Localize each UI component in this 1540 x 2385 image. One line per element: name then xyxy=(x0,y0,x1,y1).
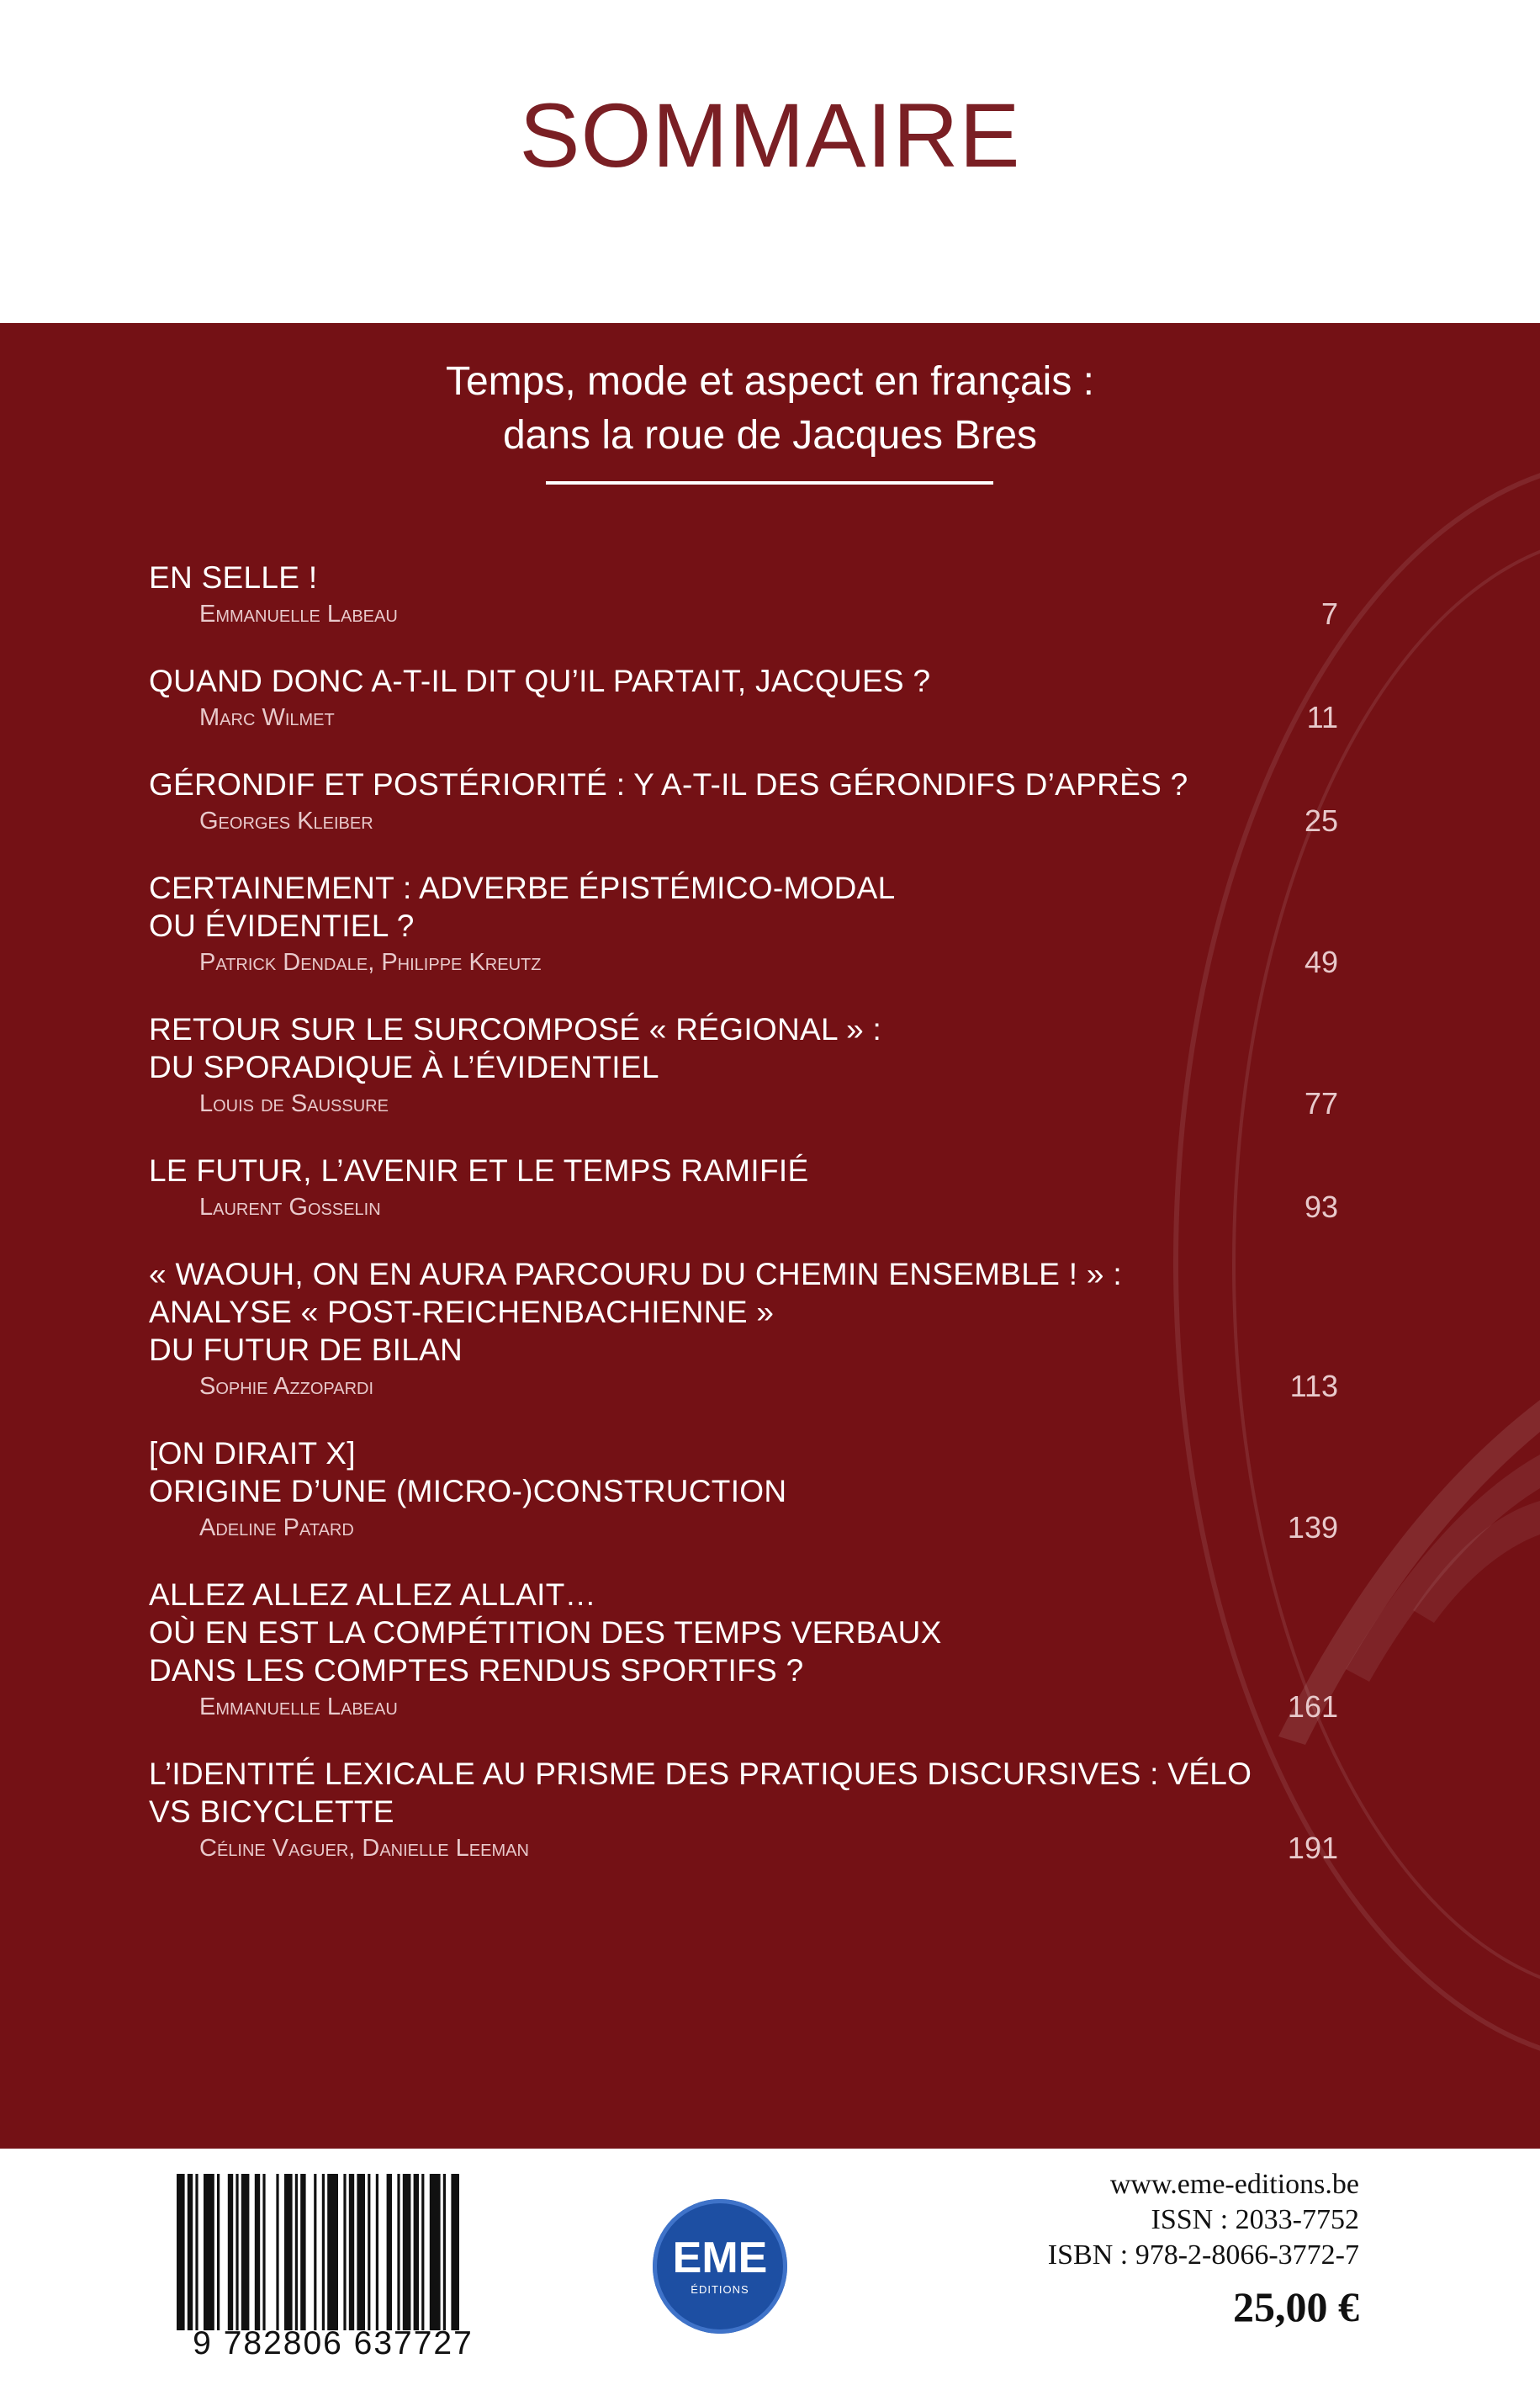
publisher-website[interactable]: www.eme-editions.be xyxy=(1109,2169,1359,2200)
toc-entry-title-line: RETOUR SUR LE SURCOMPOSÉ « RÉGIONAL » : xyxy=(149,1012,882,1047)
toc-entry-title-line: DANS LES COMPTES RENDUS SPORTIFS ? xyxy=(149,1653,804,1688)
toc-entry-page: 49 xyxy=(1304,945,1338,979)
toc-entry-title-line: VS BICYCLETTE xyxy=(149,1794,394,1829)
barcode-bar xyxy=(195,2174,198,2330)
toc-entry xyxy=(149,869,1338,978)
barcode-bar xyxy=(357,2174,365,2330)
issue-title-line-2: dans la roue de Jacques Bres xyxy=(502,413,1038,458)
toc-entry-title-line: LE FUTUR, L’AVENIR ET LE TEMPS RAMIFIÉ xyxy=(149,1153,809,1188)
publisher-logo xyxy=(653,2199,787,2334)
toc-entry-author: Laurent Gosselin xyxy=(199,1194,381,1221)
toc-entry-title-line: [ON DIRAIT X] xyxy=(149,1436,356,1471)
barcode-bar xyxy=(451,2174,459,2330)
table-of-contents xyxy=(149,559,1338,1896)
barcode-bar xyxy=(327,2174,338,2330)
price: 25,00 € xyxy=(1233,2283,1359,2330)
barcode-bar xyxy=(314,2174,316,2330)
toc-entry xyxy=(149,1255,1338,1402)
toc-entry-title xyxy=(149,1755,1338,1831)
toc-entry-title xyxy=(149,1255,1338,1369)
toc-entry-title-line: CERTAINEMENT : ADVERBE ÉPISTÉMICO-MODAL xyxy=(149,871,896,905)
barcode-bar xyxy=(300,2174,305,2330)
barcode-bar xyxy=(276,2174,278,2330)
toc-entry-title-line: QUAND DONC A-T-IL DIT QU’IL PARTAIT, JACQUES ? xyxy=(149,664,931,698)
toc-entry-page: 139 xyxy=(1287,1510,1338,1545)
contents-panel xyxy=(0,323,1540,2149)
barcode-bar xyxy=(403,2174,411,2330)
toc-entry-title xyxy=(149,1152,1338,1190)
barcode-bar xyxy=(284,2174,293,2330)
title-divider xyxy=(546,481,993,485)
barcode-bar xyxy=(255,2174,260,2330)
toc-entry-title-line: « WAOUH, ON EN AURA PARCOURU DU CHEMIN ENSEMBLE ! » : xyxy=(149,1257,1122,1291)
toc-entry xyxy=(149,662,1338,734)
barcode-digits: 9 782806 637727 xyxy=(193,2325,474,2361)
toc-entry-page: 93 xyxy=(1304,1190,1338,1224)
barcode-bar xyxy=(262,2174,265,2330)
toc-entry-author: Céline Vaguer, Danielle Leeman xyxy=(199,1835,529,1862)
page-title: SOMMAIRE xyxy=(519,84,1021,186)
toc-entry-page: 161 xyxy=(1287,1689,1338,1724)
toc-entry xyxy=(149,559,1338,630)
toc-entry xyxy=(149,1152,1338,1223)
barcode-bar xyxy=(414,2174,419,2330)
toc-entry-author: Patrick Dendale, Philippe Kreutz xyxy=(199,949,542,976)
barcode-bar xyxy=(387,2174,392,2330)
toc-entry xyxy=(149,766,1338,837)
toc-entry-page: 11 xyxy=(1306,700,1338,734)
toc-entry-page: 7 xyxy=(1320,596,1338,631)
toc-entry-title-line: L’IDENTITÉ LEXICALE AU PRISME DES PRATIQUES DISCURSIVES : VÉLO xyxy=(149,1757,1252,1791)
toc-entry-title-line: GÉRONDIF ET POSTÉRIORITÉ : Y A-T-IL DES GÉRONDIFS D’APRÈS ? xyxy=(149,767,1188,802)
toc-entry-title xyxy=(149,869,1338,945)
back-cover-footer xyxy=(0,2149,1540,2385)
toc-entry-page: 25 xyxy=(1304,803,1338,838)
issn: ISSN : 2033-7752 xyxy=(1151,2204,1359,2235)
toc-entry-page: 191 xyxy=(1287,1831,1338,1865)
toc-entry-title-line: ALLEZ ALLEZ ALLEZ ALLAIT… xyxy=(149,1577,596,1612)
toc-entry-author: Louis de Saussure xyxy=(199,1090,389,1117)
toc-entry-title xyxy=(149,1434,1338,1510)
barcode-bar xyxy=(204,2174,214,2330)
toc-entry-author: Emmanuelle Labeau xyxy=(199,1693,398,1720)
barcode-bar xyxy=(228,2174,233,2330)
toc-entry-page: 77 xyxy=(1304,1086,1338,1121)
toc-entry-title xyxy=(149,1010,1338,1086)
toc-entry xyxy=(149,1576,1338,1723)
toc-entry-title xyxy=(149,1576,1338,1689)
toc-entry xyxy=(149,1434,1338,1544)
toc-entry-author: Adeline Patard xyxy=(199,1514,354,1541)
toc-entry-author: Georges Kleiber xyxy=(199,808,373,835)
toc-entry-author: Marc Wilmet xyxy=(199,704,335,731)
swoosh-stroke-2 xyxy=(1346,1455,1540,1682)
toc-entry xyxy=(149,1755,1338,1864)
barcode-bar xyxy=(349,2174,354,2330)
barcode-bar xyxy=(235,2174,238,2330)
barcode-bar xyxy=(188,2174,193,2330)
barcode-bar xyxy=(368,2174,370,2330)
barcode-bar xyxy=(322,2174,325,2330)
toc-entry-title-line: ORIGINE D’UNE (MICRO-)CONSTRUCTION xyxy=(149,1474,787,1508)
barcode-bar xyxy=(421,2174,424,2330)
barcode-bar xyxy=(241,2174,250,2330)
toc-entry-title-line: DU SPORADIQUE À L’ÉVIDENTIEL xyxy=(149,1050,659,1084)
barcode-bar xyxy=(295,2174,298,2330)
toc-entry xyxy=(149,1010,1338,1120)
issue-title xyxy=(0,355,1540,463)
toc-entry-title-line: EN SELLE ! xyxy=(149,560,318,595)
isbn: ISBN : 978-2-8066-3772-7 xyxy=(1047,2239,1359,2271)
issue-title-line-1: Temps, mode et aspect en français : xyxy=(445,359,1095,404)
barcode-bar xyxy=(443,2174,446,2330)
barcode-bar xyxy=(397,2174,400,2330)
logo-subtext: ÉDITIONS xyxy=(691,2283,749,2296)
toc-entry-title-line: OU ÉVIDENTIEL ? xyxy=(149,909,415,943)
toc-entry-author: Emmanuelle Labeau xyxy=(199,601,398,628)
toc-entry-title xyxy=(149,559,1338,596)
toc-entry-title xyxy=(149,766,1338,803)
logo-text: EME xyxy=(672,2234,768,2282)
toc-entry-title-line: DU FUTUR DE BILAN xyxy=(149,1333,463,1367)
barcode-bar xyxy=(430,2174,441,2330)
barcode-bar xyxy=(217,2174,220,2330)
barcode-bar xyxy=(376,2174,378,2330)
barcode-bar xyxy=(343,2174,346,2330)
toc-entry-page: 113 xyxy=(1289,1369,1338,1403)
toc-entry-author: Sophie Azzopardi xyxy=(199,1373,374,1400)
barcode xyxy=(173,2174,493,2330)
toc-entry-title-line: OÙ EN EST LA COMPÉTITION DES TEMPS VERBAUX xyxy=(149,1615,942,1650)
toc-entry-title-line: ANALYSE « POST-REICHENBACHIENNE » xyxy=(149,1295,775,1329)
publication-info xyxy=(1048,2167,1359,2332)
toc-entry-title xyxy=(149,662,1338,700)
barcode-bar xyxy=(177,2174,185,2330)
